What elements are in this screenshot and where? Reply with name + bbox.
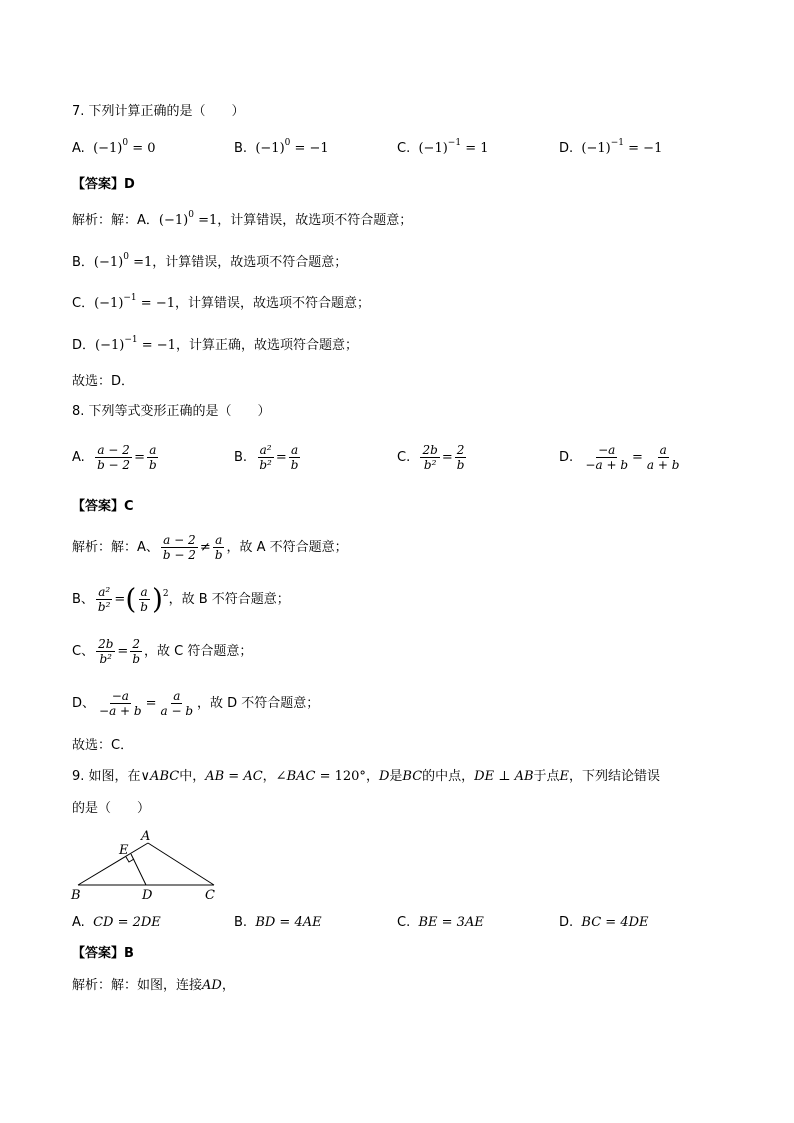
q7-analysis-c: C．$(-1)^{-1} = -1$，计算错误，故选项不符合题意； xyxy=(72,293,371,311)
label-a: A xyxy=(141,829,151,844)
q7-option-c: C. $(-1)^{-1} = 1$ xyxy=(397,138,489,156)
triangle-figure xyxy=(68,826,228,904)
q7-option-b: B. $(-1)^0 = -1$ xyxy=(234,138,329,156)
q9-stem-line2: 的是（ ） xyxy=(72,801,151,816)
q9-option-a: A. CD = 2DE xyxy=(72,915,161,930)
q7-analysis-d: D．$(-1)^{-1} = -1$，计算正确，故选项符合题意； xyxy=(72,335,358,353)
segment-ba xyxy=(78,843,148,885)
label-d: D xyxy=(142,888,153,903)
q8-option-a: A. $\frac{a - 2}{b - 2}$ = $\frac{a}{b}$ xyxy=(72,443,157,472)
q9-option-c: C. BE = 3AE xyxy=(397,915,484,930)
label-b: B xyxy=(71,888,81,903)
q9-analysis: 解析：解：如图，连接AD， xyxy=(72,978,235,993)
q7-analysis-a: 解析：解：A．$(-1)^0 =1$，计算错误，故选项不符合题意； xyxy=(72,210,413,228)
q7-analysis-b: B．$(-1)^0 =1$，计算错误，故选项不符合题意； xyxy=(72,252,348,270)
q7-conclusion: 故选：D． xyxy=(72,374,135,389)
q8-analysis-b: B、 $\frac{\text{a²}}{\text{b²}}$ =( $\frac{a}{b}$ )$^2$，故 B 不符合题意； xyxy=(72,582,290,616)
q8-answer: 【答案】C xyxy=(72,499,134,514)
q8-analysis-c: C、 $\frac{2b}{\text{b²}}$ = $\frac{2}{b}$ ，故 C 符合题意； xyxy=(72,637,253,666)
q9-option-b: B. BD = 4AE xyxy=(234,915,322,930)
label-c: C xyxy=(205,888,215,903)
q8-option-b: B. $\frac{\text{a²}}{\text{b²}}$ = $\frac{a}{b}$ xyxy=(234,443,299,472)
q9-answer: 【答案】B xyxy=(72,946,134,961)
q9-stem-line1: 9. 如图，在∨ABC中，AB = AC，∠BAC = 120°，D是BC的中点，DE ⊥ AB于点E，下列结论错误 xyxy=(72,769,661,784)
q8-stem: 8. 下列等式变形正确的是（ ） xyxy=(72,404,271,419)
label-e: E xyxy=(119,843,129,858)
q8-analysis-d: D、 $\frac{-a}{-a + b}$ = $\frac{a}{a - b}$ ，故 D 不符合题意； xyxy=(72,689,320,718)
q7-stem: 7. 下列计算正确的是（ ） xyxy=(72,104,245,119)
q7-option-a: A. $(-1)^0 = 0$ xyxy=(72,138,156,156)
q8-option-d: D. $\frac{-a}{-a + b}$ = $\frac{a}{a + b}$ xyxy=(559,443,680,472)
q7-option-d: D. $(-1)^{-1} = -1$ xyxy=(559,138,663,156)
q9-option-d: D. BC = 4DE xyxy=(559,915,649,930)
segment-de xyxy=(131,854,146,885)
segment-ac xyxy=(148,843,214,885)
q8-conclusion: 故选：C． xyxy=(72,738,134,753)
q7-answer: 【答案】D xyxy=(72,177,135,192)
q8-analysis-a: 解析：解：A、 $\frac{a - 2}{b - 2}$ ≠ $\frac{a}{b}$ ，故 A 不符合题意； xyxy=(72,533,348,562)
q8-option-c: C. $\frac{2b}{\text{b²}}$ = $\frac{2}{b}$ xyxy=(397,443,465,472)
